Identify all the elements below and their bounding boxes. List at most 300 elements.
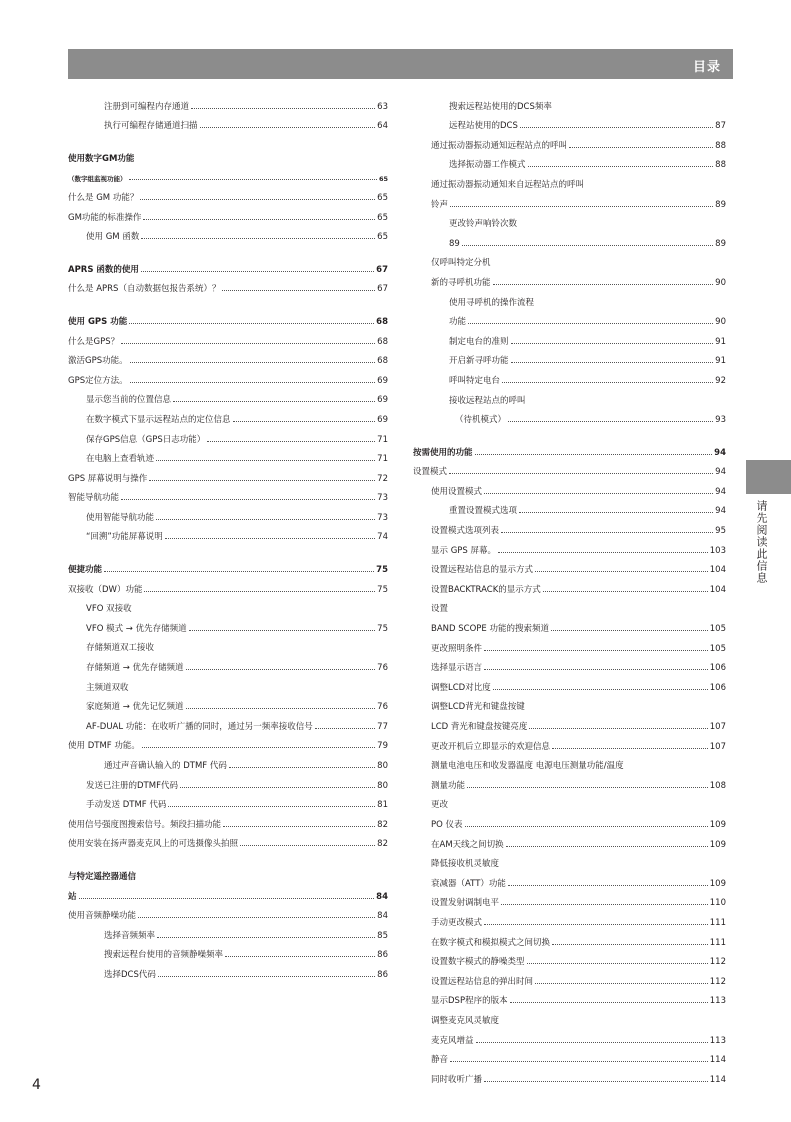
toc-entry[interactable] [68, 941, 388, 961]
toc-entry-title: 在数字模式下显示远程站点的定位信息 [86, 414, 231, 425]
toc-page-number: 92 [715, 375, 726, 386]
toc-section-heading[interactable] [68, 555, 388, 575]
toc-entry-title: 按需使用的功能 [413, 447, 473, 458]
dot-leader [449, 473, 713, 474]
dot-leader [502, 382, 713, 383]
dot-leader [165, 538, 375, 539]
toc-entry-title: 调整LCD背光和键盘按键 [431, 702, 525, 713]
dot-leader [186, 669, 376, 670]
dot-leader [450, 206, 713, 207]
toc-entry-title: 搜索远程站使用的DCS频率 [449, 101, 552, 112]
toc-entry-title: 设置远程站信息的显示方式 [431, 565, 534, 576]
toc-page-number: 68 [376, 316, 388, 327]
toc-entry-title: AF-DUAL 功能：在收听广播的同时，通过另一频率接收信号 [86, 721, 313, 732]
toc-page-number: 68 [377, 356, 388, 367]
toc-entry-title: 设置远程站信息的弹出时间 [431, 976, 534, 987]
toc-page-number: 85 [377, 930, 388, 941]
toc-page-number: 90 [715, 317, 726, 328]
toc-page-number: 72 [377, 473, 388, 484]
toc-entry-title: 发送已注册的DTMF代码 [86, 780, 178, 791]
toc-entry-title: 通过振动器振动通知来自远程站点的呼叫 [431, 179, 585, 190]
toc-entry[interactable] [68, 275, 388, 295]
toc-entry[interactable] [68, 445, 388, 465]
toc-section-heading[interactable] [68, 882, 388, 902]
toc-page-number: 89 [715, 199, 726, 210]
toc-entry[interactable] [413, 210, 726, 230]
toc-entry[interactable] [413, 1006, 726, 1026]
toc-entry[interactable] [68, 386, 388, 406]
toc-page-number: 73 [377, 493, 388, 504]
toc-page-number: 91 [715, 356, 726, 367]
toc-page-number: 82 [377, 839, 388, 850]
toc-entry[interactable] [413, 406, 726, 426]
toc-entry-title: 衰减器（ATT）功能 [431, 878, 506, 889]
toc-page-number: 94 [715, 486, 726, 497]
toc-page-number: 94 [715, 467, 726, 478]
toc-entry-title: 功能 [449, 317, 467, 328]
dot-leader [121, 343, 375, 344]
toc-entry-title: 在AM天线之间切换 [431, 839, 504, 850]
dot-leader [484, 669, 708, 670]
dot-leader [475, 454, 713, 455]
toc-entry[interactable] [413, 308, 726, 328]
toc-entry[interactable] [413, 556, 726, 576]
toc-entry[interactable] [413, 386, 726, 406]
dot-leader [511, 343, 714, 344]
toc-entry-title: 手动发送 DTMF 代码 [86, 800, 167, 811]
dot-leader [315, 728, 375, 729]
toc-entry-title: 家庭频道 → 优先记忆频道 [86, 702, 184, 713]
toc-entry[interactable] [413, 850, 726, 870]
toc-entry-title: GPS定位方法。 [68, 375, 128, 386]
toc-section-heading[interactable] [413, 438, 726, 458]
toc-entry-title: 89 [449, 238, 460, 249]
toc-entry[interactable] [68, 183, 388, 203]
toc-section-heading[interactable] [68, 164, 388, 184]
toc-entry-title: BAND SCOPE 功能的搜索频道 [431, 624, 549, 635]
toc-entry[interactable] [68, 523, 388, 543]
toc-entry-title: VFO 模式 → 优先存储频道 [86, 623, 187, 634]
toc-page-number: 76 [377, 663, 388, 674]
dot-leader [129, 179, 377, 180]
dot-leader [104, 571, 374, 572]
toc-entry[interactable] [68, 791, 388, 811]
dot-leader [484, 493, 713, 494]
toc-entry[interactable] [413, 752, 726, 772]
toc-entry[interactable] [68, 575, 388, 595]
toc-entry-title: 什么是 GM 功能？ [68, 192, 139, 203]
toc-page-number: 95 [715, 526, 726, 537]
toc-entry[interactable] [413, 112, 726, 132]
toc-entry-title: 注册到可编程内存通道 [104, 101, 190, 112]
toc-entry[interactable] [68, 810, 388, 830]
dot-leader [142, 747, 375, 748]
section-gap [68, 542, 388, 555]
toc-entry-title: 智能导航功能 [68, 493, 120, 504]
dot-leader [141, 238, 375, 239]
section-gap [68, 242, 388, 255]
toc-entry[interactable] [68, 653, 388, 673]
dot-leader [484, 924, 708, 925]
toc-section-heading[interactable] [68, 144, 388, 164]
dot-leader [508, 885, 708, 886]
section-gap [413, 425, 726, 438]
toc-entry[interactable] [68, 830, 388, 850]
toc-entry[interactable] [413, 497, 726, 517]
section-gap [68, 849, 388, 862]
toc-page-number: 89 [715, 238, 726, 249]
toc-page-number: 94 [714, 447, 726, 458]
dot-leader [180, 787, 375, 788]
toc-page-number: 67 [376, 264, 388, 275]
dot-leader [484, 650, 708, 651]
dot-leader [493, 284, 714, 285]
toc-page-number: 77 [377, 721, 388, 732]
dot-leader [506, 846, 708, 847]
toc-entry[interactable] [413, 712, 726, 732]
toc-entry-title: 便捷功能 [68, 565, 103, 576]
toc-page-number: 109 [709, 819, 726, 830]
dot-leader [468, 323, 713, 324]
toc-page-number: 113 [709, 996, 726, 1007]
toc-page-number: 106 [709, 682, 726, 693]
dot-leader [535, 571, 708, 572]
toc-entry[interactable] [413, 830, 726, 850]
toc-page-number: 63 [377, 101, 388, 112]
toc-page-number: 75 [377, 584, 388, 595]
dot-leader [207, 441, 375, 442]
toc-page-number: 111 [709, 937, 726, 948]
toc-entry-title: 使用音频静噪功能 [68, 911, 137, 922]
toc-entry-title: 显示DSP程序的版本 [431, 996, 508, 1007]
toc-entry-title: GPS 屏幕说明与操作 [68, 473, 148, 484]
toc-entry-title: 仅呼叫特定分机 [431, 258, 491, 269]
toc-entry[interactable] [68, 425, 388, 445]
dot-leader [528, 166, 714, 167]
toc-entry[interactable] [68, 712, 388, 732]
toc-page-number: 107 [709, 722, 726, 732]
toc-entry[interactable] [413, 458, 726, 478]
toc-page-number: 82 [377, 819, 388, 830]
dot-leader [157, 937, 375, 938]
toc-entry-title: 存储频道 → 优先存储频道 [86, 663, 184, 674]
toc-entry[interactable] [413, 575, 726, 595]
toc-page-number: 106 [709, 663, 726, 674]
dot-leader [511, 362, 714, 363]
toc-entry-title: 调整麦克风灵敏度 [431, 1015, 500, 1026]
dot-leader [141, 271, 374, 272]
toc-entry[interactable] [413, 634, 726, 654]
toc-entry-title: 在数字模式和模拟模式之间切换 [431, 937, 551, 948]
toc-entry[interactable] [413, 1026, 726, 1046]
toc-entry-title: 使用智能导航功能 [86, 512, 155, 523]
dot-leader [465, 826, 708, 827]
toc-page-number: 87 [715, 121, 726, 132]
toc-entry-title: 设置BACKTRACK的显示方式 [431, 584, 541, 595]
toc-entry-title: 显示 GPS 屏幕。 [431, 545, 497, 556]
toc-entry[interactable] [413, 327, 726, 347]
dot-leader [527, 963, 708, 964]
toc-entry[interactable] [413, 536, 726, 556]
toc-entry[interactable] [413, 908, 726, 928]
toc-page-number: 104 [709, 584, 726, 595]
dot-leader [143, 219, 375, 220]
toc-entry-title: 执行可编程存储通道扫描 [104, 121, 198, 132]
toc-page-number: 107 [709, 741, 726, 752]
toc-entry-title: 使用设置模式 [431, 486, 483, 497]
toc-entry[interactable] [413, 654, 726, 674]
toc-page-number: 75 [376, 565, 388, 576]
toc-entry[interactable] [413, 948, 726, 968]
toc-entry[interactable] [413, 477, 726, 497]
toc-entry-title: 更改 [431, 800, 449, 811]
toc-entry-title: 激活GPS功能。 [68, 356, 128, 367]
dot-leader [189, 630, 376, 631]
toc-entry-title: 使用数字GM功能 [68, 153, 135, 164]
toc-entry[interactable] [413, 366, 726, 386]
toc-entry-title: 降低接收机灵敏度 [431, 859, 500, 870]
toc-entry-title: 与特定遥控器通信 [68, 871, 137, 882]
toc-entry[interactable] [413, 131, 726, 151]
dot-leader [467, 787, 708, 788]
toc-entry[interactable] [413, 967, 726, 987]
toc-entry[interactable] [68, 614, 388, 634]
toc-entry-title: 什么是 APRS（自动数据包报告系统）？ [68, 284, 221, 295]
toc-entry[interactable] [413, 268, 726, 288]
toc-entry[interactable] [68, 203, 388, 223]
toc-entry[interactable] [413, 1046, 726, 1066]
toc-entry-title: LCD 背光和键盘按键亮度 [431, 722, 528, 732]
toc-entry-title: APRS 函数的使用 [68, 264, 139, 275]
toc-page-number: 114 [709, 1074, 726, 1085]
toc-entry[interactable] [68, 960, 388, 980]
toc-page-number: 76 [377, 702, 388, 713]
dot-leader [569, 147, 713, 148]
toc-section-heading[interactable] [68, 307, 388, 327]
toc-entry-title: 在电脑上查看轨迹 [86, 454, 155, 465]
dot-leader [462, 245, 713, 246]
toc-section-heading[interactable] [68, 862, 388, 882]
dot-leader [156, 519, 375, 520]
toc-entry[interactable] [413, 170, 726, 190]
dot-leader [129, 323, 374, 324]
toc-entry[interactable] [413, 614, 726, 634]
toc-entry[interactable] [413, 347, 726, 367]
toc-entry-title: 测量功能 [431, 780, 466, 791]
toc-entry[interactable] [68, 693, 388, 713]
toc-entry-title: 选择DCS代码 [104, 969, 156, 980]
toc-page-number: 88 [715, 160, 726, 171]
toc-right-column [413, 92, 726, 1085]
toc-page-number: 94 [715, 506, 726, 517]
dot-leader [484, 1081, 708, 1082]
toc-entry[interactable] [413, 673, 726, 693]
dot-leader [144, 591, 375, 592]
toc-entry-title: 更改照明条件 [431, 643, 483, 654]
toc-entry-title: 使用 GPS 功能 [68, 316, 128, 327]
toc-page-number: 73 [377, 512, 388, 523]
toc-entry-title: 站 [68, 891, 77, 902]
toc-entry[interactable] [413, 190, 726, 210]
toc-page-number: 88 [715, 140, 726, 151]
toc-page-number: 86 [377, 950, 388, 961]
toc-entry[interactable] [68, 484, 388, 504]
toc-entry[interactable] [68, 595, 388, 615]
toc-entry[interactable] [413, 791, 726, 811]
dot-leader [158, 976, 375, 977]
toc-page-number: 65 [377, 232, 388, 243]
dot-leader [551, 630, 708, 631]
toc-page-number: 65 [378, 175, 388, 184]
toc-entry-title: GM功能的标准操作 [68, 212, 142, 223]
dot-leader [535, 983, 708, 984]
toc-entry-title: 呼叫特定电台 [449, 375, 501, 386]
toc-entry[interactable] [413, 229, 726, 249]
toc-entry-title: 设置数字模式的静噪类型 [431, 957, 525, 968]
toc-page-number: 65 [377, 212, 388, 223]
toc-entry-title: 开启新寻呼功能 [449, 356, 509, 367]
dot-leader [156, 460, 375, 461]
toc-page-number: 75 [377, 623, 388, 634]
dot-leader [493, 689, 708, 690]
dot-leader [450, 1061, 708, 1062]
toc-entry[interactable] [68, 921, 388, 941]
dot-leader [552, 944, 708, 945]
toc-entry-title: “回溯”功能屏幕说明 [86, 532, 163, 543]
dot-leader [138, 917, 375, 918]
toc-entry-title: 选择音频频率 [104, 930, 156, 941]
toc-page-number: 114 [709, 1055, 726, 1066]
toc-entry-title: 设置模式选项列表 [431, 526, 500, 537]
dot-leader [149, 480, 375, 481]
toc-entry-title: 双接收（DW）功能 [68, 584, 143, 595]
toc-entry-title: 设置 [431, 604, 449, 615]
toc-entry[interactable] [68, 112, 388, 132]
toc-entry-title: 更改开机后立即显示的欢迎信息 [431, 741, 551, 752]
dot-leader [508, 421, 713, 422]
toc-page-number: 79 [377, 741, 388, 752]
dot-leader [501, 532, 713, 533]
dot-leader [498, 552, 708, 553]
toc-page-number: 113 [709, 1035, 726, 1046]
toc-entry-title: 铃声 [431, 199, 449, 210]
toc-section-heading[interactable] [68, 255, 388, 275]
toc-entry-title: 搜索远程台使用的音频静噪频率 [104, 950, 224, 961]
toc-entry[interactable] [413, 249, 726, 269]
page-number: 4 [32, 1077, 41, 1093]
toc-entry-title: 同时收听广播 [431, 1074, 483, 1085]
toc-entry[interactable] [68, 732, 388, 752]
toc-page-number: 103 [709, 545, 726, 556]
toc-entry-title: 通过声音确认输入的 DTMF 代码 [104, 761, 227, 771]
toc-page-number: 84 [376, 891, 388, 902]
toc-entry[interactable] [413, 516, 726, 536]
toc-entry[interactable] [413, 771, 726, 791]
section-gap [68, 131, 388, 144]
toc-entry[interactable] [68, 405, 388, 425]
toc-left-column [68, 92, 388, 980]
toc-page-number: 112 [709, 957, 726, 968]
toc-entry-title: 接收远程站点的呼叫 [449, 395, 526, 406]
toc-page-number: 105 [709, 643, 726, 654]
toc-entry[interactable] [68, 464, 388, 484]
toc-page-number: 81 [377, 800, 388, 811]
header-bar [68, 49, 733, 79]
toc-entry-title: 测量电池电压和收发器温度 电源电压测量功能/温度 [431, 761, 624, 772]
toc-entry[interactable] [68, 223, 388, 243]
section-gap [68, 294, 388, 307]
toc-entry[interactable] [413, 987, 726, 1007]
toc-entry-title: 使用信号强度图搜索信号。频段扫描功能 [68, 819, 222, 830]
toc-entry[interactable] [413, 693, 726, 713]
toc-page-number: 86 [377, 969, 388, 980]
toc-page-number: 91 [715, 336, 726, 347]
toc-entry-title: （数字组监视功能） [68, 175, 127, 184]
toc-entry[interactable] [68, 902, 388, 922]
toc-entry[interactable] [413, 1065, 726, 1085]
dot-leader [225, 956, 375, 957]
dot-leader [168, 806, 375, 807]
dot-leader [222, 290, 375, 291]
toc-page-number: 71 [377, 454, 388, 465]
toc-entry-title: 选择显示语言 [431, 663, 483, 674]
dot-leader [173, 401, 375, 402]
toc-page-number: 109 [709, 839, 726, 850]
dot-leader [223, 826, 375, 827]
side-tab [746, 460, 791, 494]
toc-entry[interactable] [68, 347, 388, 367]
toc-entry-title: （待机模式） [455, 415, 507, 426]
toc-entry[interactable] [68, 327, 388, 347]
toc-entry[interactable] [68, 503, 388, 523]
toc-page-number: 105 [709, 624, 726, 635]
toc-entry-title: 使用 DTMF 功能。 [68, 741, 140, 752]
toc-entry[interactable] [68, 751, 388, 771]
dot-leader [233, 421, 376, 422]
toc-entry-title: 新的寻呼机功能 [431, 277, 491, 288]
toc-entry-title: 调整LCD对比度 [431, 682, 491, 693]
toc-entry[interactable] [413, 288, 726, 308]
toc-entry-title: 使用安装在扬声器麦克风上的可选摄像头拍照 [68, 839, 239, 850]
dot-leader [529, 728, 707, 729]
toc-page-number: 93 [715, 415, 726, 426]
page-title: 目录 [692, 60, 721, 75]
toc-page-number: 74 [377, 532, 388, 543]
toc-entry-title: 显示您当前的位置信息 [86, 395, 172, 406]
toc-entry[interactable] [68, 366, 388, 386]
toc-entry[interactable] [68, 673, 388, 693]
toc-entry[interactable] [68, 634, 388, 654]
dot-leader [476, 1042, 708, 1043]
dot-leader [200, 127, 376, 128]
toc-page-number: 67 [377, 284, 388, 295]
toc-entry[interactable] [413, 151, 726, 171]
toc-entry[interactable] [413, 889, 726, 909]
toc-entry[interactable] [68, 771, 388, 791]
toc-entry[interactable] [413, 595, 726, 615]
toc-entry-title: 选择振动器工作模式 [449, 160, 526, 171]
toc-entry[interactable] [413, 810, 726, 830]
toc-entry[interactable] [413, 732, 726, 752]
dot-leader [186, 708, 376, 709]
toc-entry[interactable] [413, 928, 726, 948]
toc-entry[interactable] [68, 92, 388, 112]
toc-entry[interactable] [413, 869, 726, 889]
dot-leader [510, 1002, 708, 1003]
toc-entry[interactable] [413, 92, 726, 112]
toc-entry-title: 制定电台的准则 [449, 336, 509, 347]
dot-leader [543, 591, 708, 592]
